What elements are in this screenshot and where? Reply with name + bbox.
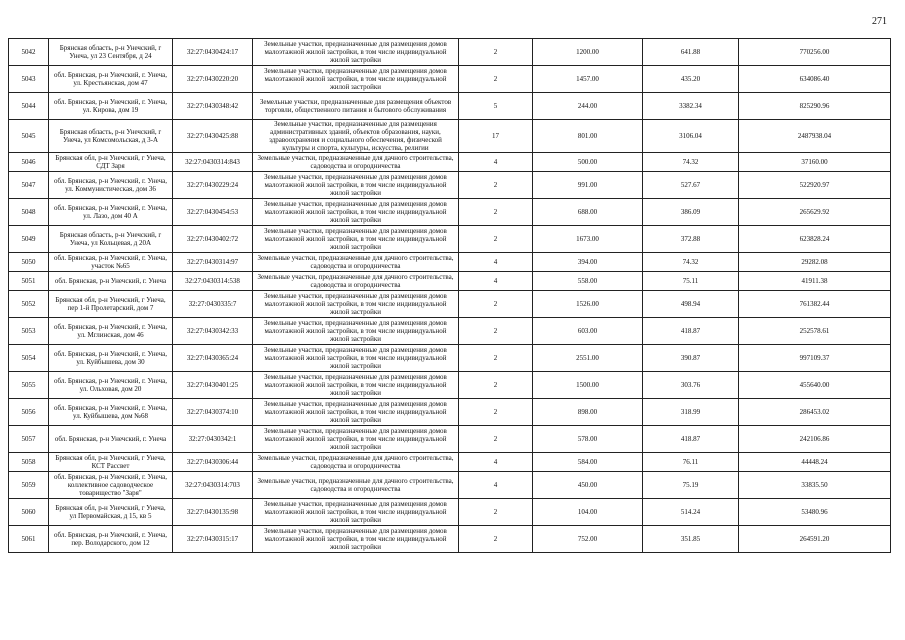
cadastral-number-cell: 32:27:0430229:24	[173, 172, 253, 199]
cadastral-value-cell: 265629.92	[739, 199, 891, 226]
cadastral-number-cell: 32:27:0430454:53	[173, 199, 253, 226]
group-cell: 4	[459, 253, 533, 272]
address-cell: обл. Брянская, р-н Унечский, г. Унеча	[49, 426, 173, 453]
table-row	[9, 526, 891, 553]
land-use-cell: Земельные участки, предназначенные для размещения домов малоэтажной жилой застройки, в том числе индивидуальной жилой застройки	[253, 499, 459, 526]
row-number: 5061	[9, 526, 49, 553]
address-cell: обл. Брянская, р-н Унечский, г. Унеча, коллективное садоводческое товарищество "Заря"	[49, 472, 173, 499]
table-row	[9, 318, 891, 345]
address-cell: Брянская обл, р-н Унечский, г Унеча, СДТ Заря	[49, 153, 173, 172]
row-number: 5050	[9, 253, 49, 272]
table-row	[9, 472, 891, 499]
specific-value-cell: 303.76	[643, 372, 739, 399]
land-use-cell: Земельные участки, предназначенные для размещения домов малоэтажной жилой застройки, в том числе индивидуальной жилой застройки	[253, 372, 459, 399]
cadastral-value-cell: 242106.86	[739, 426, 891, 453]
land-use-cell: Земельные участки, предназначенные для размещения домов малоэтажной жилой застройки, в том числе индивидуальной жилой застройки	[253, 318, 459, 345]
row-number: 5055	[9, 372, 49, 399]
address-cell: Брянская область, р-н Унечский, г Унеча, ул Кольцевая, д 20А	[49, 226, 173, 253]
cadastral-value-cell: 53480.96	[739, 499, 891, 526]
row-number: 5048	[9, 199, 49, 226]
specific-value-cell: 75.19	[643, 472, 739, 499]
area-cell: 752.00	[533, 526, 643, 553]
cadastral-number-cell: 32:27:0430401:25	[173, 372, 253, 399]
cadastral-number-cell: 32:27:0430342:33	[173, 318, 253, 345]
address-cell: Брянская обл, р-н Унечский, г Унеча, пер 1-й Пролетарский, дом 7	[49, 291, 173, 318]
specific-value-cell: 351.85	[643, 526, 739, 553]
area-cell: 104.00	[533, 499, 643, 526]
specific-value-cell: 527.67	[643, 172, 739, 199]
address-cell: обл. Брянская, р-н Унечский, г. Унеча, ул. Куйбышева, дом 30	[49, 345, 173, 372]
row-number: 5054	[9, 345, 49, 372]
specific-value-cell: 418.87	[643, 318, 739, 345]
cadastral-number-cell: 32:27:0430425:88	[173, 120, 253, 153]
specific-value-cell: 3382.34	[643, 93, 739, 120]
land-use-cell: Земельные участки, предназначенные для размещения домов малоэтажной жилой застройки, в том числе индивидуальной жилой застройки	[253, 291, 459, 318]
row-number: 5049	[9, 226, 49, 253]
specific-value-cell: 372.88	[643, 226, 739, 253]
group-cell: 2	[459, 291, 533, 318]
specific-value-cell: 418.87	[643, 426, 739, 453]
area-cell: 584.00	[533, 453, 643, 472]
table-row	[9, 272, 891, 291]
specific-value-cell: 318.99	[643, 399, 739, 426]
row-number: 5047	[9, 172, 49, 199]
specific-value-cell: 435.20	[643, 66, 739, 93]
cadastral-value-cell: 29282.08	[739, 253, 891, 272]
cadastral-value-cell: 761382.44	[739, 291, 891, 318]
address-cell: обл. Брянская, р-н Унечский, г. Унеча, ул. Лазо, дом 40 А	[49, 199, 173, 226]
address-cell: Брянская обл, р-н Унечский, г Унеча, КСТ Рассвет	[49, 453, 173, 472]
specific-value-cell: 386.09	[643, 199, 739, 226]
row-number: 5060	[9, 499, 49, 526]
area-cell: 801.00	[533, 120, 643, 153]
page-number: 271	[872, 16, 887, 27]
cadastral-value-cell: 37160.00	[739, 153, 891, 172]
cadastral-number-cell: 32:27:0430342:1	[173, 426, 253, 453]
cadastral-number-cell: 32:27:0430220:20	[173, 66, 253, 93]
cadastral-number-cell: 32:27:0430335:7	[173, 291, 253, 318]
group-cell: 2	[459, 66, 533, 93]
table-row	[9, 453, 891, 472]
address-cell: обл. Брянская, р-н Унечский, г. Унеча, ул. Куйбышева, дом №68	[49, 399, 173, 426]
land-use-cell: Земельные участки, предназначенные для размещения объектов торговли, общественного питания и бытового обслуживания	[253, 93, 459, 120]
land-use-cell: Земельные участки, предназначенные для дачного строительства, садоводства и огородничества	[253, 272, 459, 291]
table-row	[9, 172, 891, 199]
specific-value-cell: 3106.04	[643, 120, 739, 153]
area-cell: 1457.00	[533, 66, 643, 93]
land-use-cell: Земельные участки, предназначенные для дачного строительства, садоводства и огородничества	[253, 253, 459, 272]
row-number: 5051	[9, 272, 49, 291]
specific-value-cell: 76.11	[643, 453, 739, 472]
area-cell: 991.00	[533, 172, 643, 199]
address-cell: Брянская область, р-н Унечский, г Унеча, ул Комсомольская, д 3-А	[49, 120, 173, 153]
area-cell: 558.00	[533, 272, 643, 291]
address-cell: обл. Брянская, р-н Унечский, г. Унеча, ул. Коммунистическая, дом 36	[49, 172, 173, 199]
table-row	[9, 291, 891, 318]
address-cell: Брянская область, р-н Унечский, г Унеча, ул 23 Сентября, д 24	[49, 39, 173, 66]
table-row	[9, 345, 891, 372]
cadastral-value-cell: 522920.97	[739, 172, 891, 199]
group-cell: 2	[459, 226, 533, 253]
group-cell: 4	[459, 472, 533, 499]
cadastral-value-cell: 623828.24	[739, 226, 891, 253]
land-use-cell: Земельные участки, предназначенные для размещения домов малоэтажной жилой застройки, в том числе индивидуальной жилой застройки	[253, 226, 459, 253]
group-cell: 17	[459, 120, 533, 153]
row-number: 5052	[9, 291, 49, 318]
group-cell: 5	[459, 93, 533, 120]
table-row	[9, 120, 891, 153]
row-number: 5056	[9, 399, 49, 426]
address-cell: обл. Брянская, р-н Унечский, г. Унеча	[49, 272, 173, 291]
table-row	[9, 153, 891, 172]
cadastral-value-cell: 2487938.04	[739, 120, 891, 153]
land-use-cell: Земельные участки, предназначенные для дачного строительства, садоводства и огородничества	[253, 453, 459, 472]
cadastral-number-cell: 32:27:0430315:17	[173, 526, 253, 553]
address-cell: обл. Брянская, р-н Унечский, г. Унеча, ул. Ольховая, дом 20	[49, 372, 173, 399]
group-cell: 2	[459, 499, 533, 526]
area-cell: 394.00	[533, 253, 643, 272]
land-use-cell: Земельные участки, предназначенные для размещения домов малоэтажной жилой застройки, в том числе индивидуальной жилой застройки	[253, 399, 459, 426]
table-row	[9, 372, 891, 399]
area-cell: 1673.00	[533, 226, 643, 253]
area-cell: 500.00	[533, 153, 643, 172]
table-row	[9, 253, 891, 272]
cadastral-number-cell: 32:27:0430314:538	[173, 272, 253, 291]
specific-value-cell: 514.24	[643, 499, 739, 526]
land-use-cell: Земельные участки, предназначенные для размещения домов малоэтажной жилой застройки, в том числе индивидуальной жилой застройки	[253, 426, 459, 453]
land-cadastral-table	[8, 38, 891, 553]
table-row	[9, 399, 891, 426]
cadastral-number-cell: 32:27:0430424:17	[173, 39, 253, 66]
land-use-cell: Земельные участки, предназначенные для размещения домов малоэтажной жилой застройки, в том числе индивидуальной жилой застройки	[253, 39, 459, 66]
land-use-cell: Земельные участки, предназначенные для размещения домов малоэтажной жилой застройки, в том числе индивидуальной жилой застройки	[253, 345, 459, 372]
table-row	[9, 226, 891, 253]
table-row	[9, 199, 891, 226]
group-cell: 2	[459, 39, 533, 66]
row-number: 5044	[9, 93, 49, 120]
cadastral-value-cell: 997109.37	[739, 345, 891, 372]
row-number: 5043	[9, 66, 49, 93]
address-cell: обл. Брянская, р-н Унечский, г. Унеча, пер. Володарского, дом 12	[49, 526, 173, 553]
row-number: 5046	[9, 153, 49, 172]
address-cell: обл. Брянская, р-н Унечский, г. Унеча, ул. Мглинская, дом 46	[49, 318, 173, 345]
group-cell: 2	[459, 526, 533, 553]
cadastral-number-cell: 32:27:0430365:24	[173, 345, 253, 372]
land-use-cell: Земельные участки, предназначенные для размещения административных зданий, объектов образования, науки, здравоохранения и социального обеспечения, физической культуры и спорта, культуры, искусства, религии	[253, 120, 459, 153]
cadastral-number-cell: 32:27:0430314:703	[173, 472, 253, 499]
group-cell: 2	[459, 199, 533, 226]
land-use-cell: Земельные участки, предназначенные для размещения домов малоэтажной жилой застройки, в том числе индивидуальной жилой застройки	[253, 172, 459, 199]
group-cell: 2	[459, 318, 533, 345]
area-cell: 898.00	[533, 399, 643, 426]
row-number: 5059	[9, 472, 49, 499]
address-cell: обл. Брянская, р-н Унечский, г. Унеча, участок №65	[49, 253, 173, 272]
table-row	[9, 93, 891, 120]
row-number: 5042	[9, 39, 49, 66]
specific-value-cell: 498.94	[643, 291, 739, 318]
row-number: 5045	[9, 120, 49, 153]
land-use-cell: Земельные участки, предназначенные для дачного строительства, садоводства и огородничества	[253, 472, 459, 499]
group-cell: 2	[459, 172, 533, 199]
address-cell: Брянская обл, р-н Унечский, г Унеча, ул Первомайская, д 15, кв 5	[49, 499, 173, 526]
cadastral-value-cell: 252578.61	[739, 318, 891, 345]
cadastral-value-cell: 286453.02	[739, 399, 891, 426]
area-cell: 1200.00	[533, 39, 643, 66]
group-cell: 4	[459, 272, 533, 291]
table-row	[9, 499, 891, 526]
row-number: 5057	[9, 426, 49, 453]
row-number: 5058	[9, 453, 49, 472]
address-cell: обл. Брянская, р-н Унечский, г. Унеча, ул. Кирова, дом 19	[49, 93, 173, 120]
land-use-cell: Земельные участки, предназначенные для размещения домов малоэтажной жилой застройки, в том числе индивидуальной жилой застройки	[253, 66, 459, 93]
cadastral-number-cell: 32:27:0430348:42	[173, 93, 253, 120]
cadastral-number-cell: 32:27:0430374:10	[173, 399, 253, 426]
land-use-cell: Земельные участки, предназначенные для размещения домов малоэтажной жилой застройки, в том числе индивидуальной жилой застройки	[253, 199, 459, 226]
cadastral-value-cell: 41911.38	[739, 272, 891, 291]
table-row	[9, 426, 891, 453]
table-row	[9, 39, 891, 66]
cadastral-value-cell: 455640.00	[739, 372, 891, 399]
cadastral-value-cell: 634086.40	[739, 66, 891, 93]
cadastral-number-cell: 32:27:0430314:843	[173, 153, 253, 172]
cadastral-value-cell: 33835.50	[739, 472, 891, 499]
group-cell: 2	[459, 426, 533, 453]
cadastral-number-cell: 32:27:0430402:72	[173, 226, 253, 253]
specific-value-cell: 641.88	[643, 39, 739, 66]
specific-value-cell: 75.11	[643, 272, 739, 291]
specific-value-cell: 74.32	[643, 153, 739, 172]
address-cell: обл. Брянская, р-н Унечский, г. Унеча, ул. Крестьянская, дом 47	[49, 66, 173, 93]
row-number: 5053	[9, 318, 49, 345]
cadastral-value-cell: 264591.20	[739, 526, 891, 553]
cadastral-value-cell: 44448.24	[739, 453, 891, 472]
group-cell: 4	[459, 453, 533, 472]
area-cell: 2551.00	[533, 345, 643, 372]
land-use-cell: Земельные участки, предназначенные для размещения домов малоэтажной жилой застройки, в том числе индивидуальной жилой застройки	[253, 526, 459, 553]
land-use-cell: Земельные участки, предназначенные для дачного строительства, садоводства и огородничества	[253, 153, 459, 172]
cadastral-number-cell: 32:27:0430314:97	[173, 253, 253, 272]
table-body	[9, 39, 891, 553]
area-cell: 603.00	[533, 318, 643, 345]
group-cell: 2	[459, 399, 533, 426]
group-cell: 4	[459, 153, 533, 172]
cadastral-number-cell: 32:27:0430306:44	[173, 453, 253, 472]
specific-value-cell: 390.87	[643, 345, 739, 372]
area-cell: 1500.00	[533, 372, 643, 399]
group-cell: 2	[459, 372, 533, 399]
area-cell: 450.00	[533, 472, 643, 499]
cadastral-number-cell: 32:27:0430135:98	[173, 499, 253, 526]
cadastral-value-cell: 770256.00	[739, 39, 891, 66]
area-cell: 688.00	[533, 199, 643, 226]
table-row	[9, 66, 891, 93]
area-cell: 244.00	[533, 93, 643, 120]
area-cell: 578.00	[533, 426, 643, 453]
specific-value-cell: 74.32	[643, 253, 739, 272]
group-cell: 2	[459, 345, 533, 372]
area-cell: 1526.00	[533, 291, 643, 318]
cadastral-value-cell: 825290.96	[739, 93, 891, 120]
